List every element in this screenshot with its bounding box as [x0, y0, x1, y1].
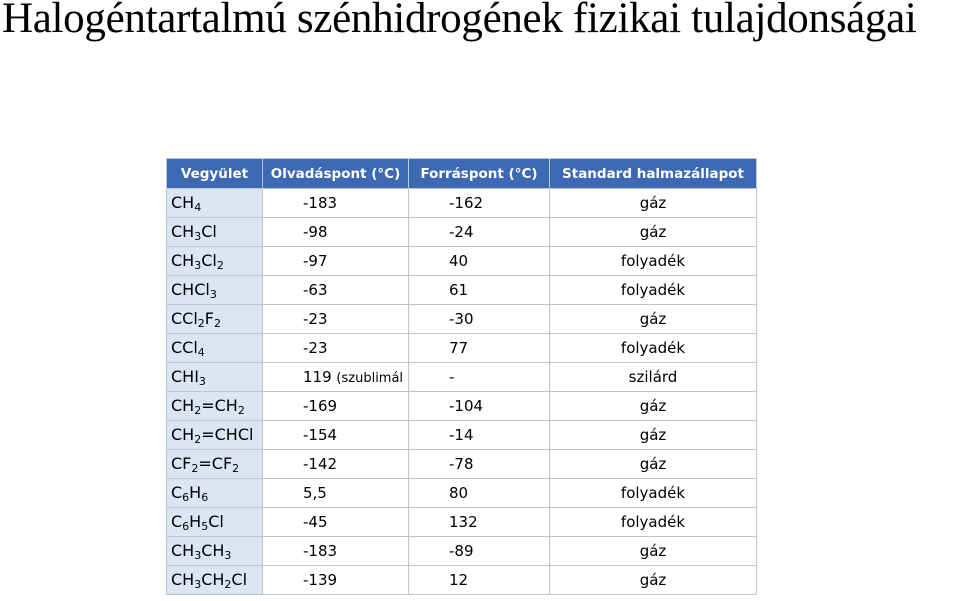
formula-text: =CF [198, 453, 233, 473]
standard-state-cell: folyadék [550, 479, 757, 508]
formula-text: Cl [201, 250, 217, 270]
formula-text: CCl [171, 308, 198, 328]
compound-cell [167, 508, 263, 537]
properties-table [166, 158, 757, 595]
formula-text: CH [201, 540, 225, 560]
formula-subscript: 2 [216, 258, 224, 272]
standard-state-cell: szilárd [550, 363, 757, 392]
melting-point-cell [263, 363, 409, 392]
formula-text: CH [171, 250, 195, 270]
boiling-point-cell: -24 [409, 218, 550, 247]
table-row [167, 392, 757, 421]
formula-text: CCl [171, 337, 198, 357]
melting-point-value: -45 [303, 513, 328, 531]
melting-point-cell [263, 305, 409, 334]
melting-point-value: -183 [303, 542, 338, 560]
boiling-point-cell: 132 [409, 508, 550, 537]
melting-point-cell [263, 189, 409, 218]
table-body [167, 189, 757, 595]
boiling-point-cell: -162 [409, 189, 550, 218]
melting-point-cell [263, 247, 409, 276]
melting-point-value: -183 [303, 194, 338, 212]
formula-subscript: 3 [198, 374, 206, 388]
formula-text: CH [201, 569, 225, 589]
formula-text: H [189, 482, 202, 502]
formula-subscript: 4 [197, 345, 205, 359]
standard-state-cell: gáz [550, 218, 757, 247]
formula-text: CH [171, 221, 195, 241]
melting-point-cell [263, 508, 409, 537]
standard-state-cell: gáz [550, 566, 757, 595]
melting-point-cell [263, 479, 409, 508]
formula-text: CH [171, 395, 195, 415]
boiling-point-cell: -78 [409, 450, 550, 479]
header-melting-point: Olvadáspont (°C) [263, 159, 409, 189]
formula-text: CHI [171, 366, 199, 386]
boiling-point-cell: - [409, 363, 550, 392]
compound-cell [167, 566, 263, 595]
standard-state-cell: folyadék [550, 276, 757, 305]
formula-subscript: 3 [194, 577, 202, 591]
table-row [167, 247, 757, 276]
formula-text: CH [171, 424, 195, 444]
table-row [167, 566, 757, 595]
formula-text: =CHCl [201, 424, 254, 444]
compound-cell [167, 276, 263, 305]
formula-subscript: 2 [194, 432, 202, 446]
formula-text: CHCl [171, 279, 210, 299]
table-row [167, 218, 757, 247]
compound-cell [167, 421, 263, 450]
header-standard-state: Standard halmazállapot [550, 159, 757, 189]
formula-subscript: 3 [209, 287, 217, 301]
melting-point-note: (szublimál [336, 371, 404, 386]
header-row [167, 159, 757, 189]
table-row [167, 537, 757, 566]
standard-state-cell: folyadék [550, 247, 757, 276]
melting-point-cell [263, 334, 409, 363]
boiling-point-cell: -14 [409, 421, 550, 450]
melting-point-value: 119 [303, 368, 332, 386]
standard-state-cell: gáz [550, 421, 757, 450]
table-row [167, 276, 757, 305]
melting-point-cell [263, 392, 409, 421]
formula-subscript: 2 [191, 461, 199, 475]
formula-subscript: 4 [194, 200, 202, 214]
melting-point-cell [263, 450, 409, 479]
melting-point-value: -154 [303, 426, 338, 444]
compound-cell [167, 334, 263, 363]
formula-subscript: 2 [237, 403, 245, 417]
standard-state-cell: folyadék [550, 508, 757, 537]
boiling-point-cell: 61 [409, 276, 550, 305]
slide-title: Halogéntartalmú szénhidrogének fizikai tulajdonságai [2, 0, 917, 42]
boiling-point-cell: 77 [409, 334, 550, 363]
standard-state-cell: folyadék [550, 334, 757, 363]
standard-state-cell: gáz [550, 189, 757, 218]
table-row [167, 305, 757, 334]
formula-subscript: 6 [201, 490, 209, 504]
header-compound: Vegyület [167, 159, 263, 189]
table-row [167, 334, 757, 363]
melting-point-value: 5,5 [303, 484, 327, 502]
formula-subscript: 3 [194, 548, 202, 562]
formula-text: C [171, 511, 183, 531]
formula-text: Cl [201, 221, 217, 241]
formula-text: H [189, 511, 202, 531]
standard-state-cell: gáz [550, 305, 757, 334]
melting-point-value: -23 [303, 310, 328, 328]
boiling-point-cell: -104 [409, 392, 550, 421]
boiling-point-cell: -89 [409, 537, 550, 566]
compound-cell [167, 537, 263, 566]
formula-subscript: 2 [197, 316, 205, 330]
melting-point-cell [263, 537, 409, 566]
formula-subscript: 6 [182, 490, 190, 504]
formula-text: C [171, 482, 183, 502]
table-row [167, 363, 757, 392]
compound-cell [167, 450, 263, 479]
table-row [167, 450, 757, 479]
melting-point-value: -63 [303, 281, 328, 299]
formula-text: Cl [208, 511, 224, 531]
formula-subscript: 6 [182, 519, 190, 533]
melting-point-value: -139 [303, 571, 338, 589]
melting-point-value: -169 [303, 397, 338, 415]
boiling-point-cell: 12 [409, 566, 550, 595]
table-row [167, 421, 757, 450]
table-row [167, 189, 757, 218]
compound-cell [167, 189, 263, 218]
formula-text: CH [171, 192, 195, 212]
melting-point-value: -142 [303, 455, 338, 473]
compound-cell [167, 305, 263, 334]
formula-subscript: 2 [224, 577, 232, 591]
compound-cell [167, 218, 263, 247]
melting-point-value: -97 [303, 252, 328, 270]
table-row [167, 508, 757, 537]
formula-text: CH [171, 569, 195, 589]
boiling-point-cell: 80 [409, 479, 550, 508]
formula-text: Cl [231, 569, 248, 589]
standard-state-cell: gáz [550, 392, 757, 421]
formula-text: =CH [201, 395, 238, 415]
melting-point-cell [263, 218, 409, 247]
compound-cell [167, 247, 263, 276]
formula-subscript: 3 [194, 258, 202, 272]
compound-cell [167, 392, 263, 421]
melting-point-cell [263, 421, 409, 450]
compound-cell [167, 479, 263, 508]
formula-subscript: 2 [194, 403, 202, 417]
formula-text: F [204, 308, 214, 328]
formula-subscript: 5 [201, 519, 209, 533]
melting-point-cell [263, 566, 409, 595]
boiling-point-cell: -30 [409, 305, 550, 334]
melting-point-cell [263, 276, 409, 305]
boiling-point-cell: 40 [409, 247, 550, 276]
formula-subscript: 2 [232, 461, 240, 475]
melting-point-value: -98 [303, 223, 328, 241]
standard-state-cell: gáz [550, 450, 757, 479]
standard-state-cell: gáz [550, 537, 757, 566]
formula-subscript: 3 [224, 548, 232, 562]
formula-text: CF [171, 453, 192, 473]
melting-point-value: -23 [303, 339, 328, 357]
table-row [167, 479, 757, 508]
header-boiling-point: Forráspont (°C) [409, 159, 550, 189]
formula-text: CH [171, 540, 195, 560]
compound-cell [167, 363, 263, 392]
formula-subscript: 2 [214, 316, 221, 330]
formula-subscript: 3 [194, 229, 202, 243]
